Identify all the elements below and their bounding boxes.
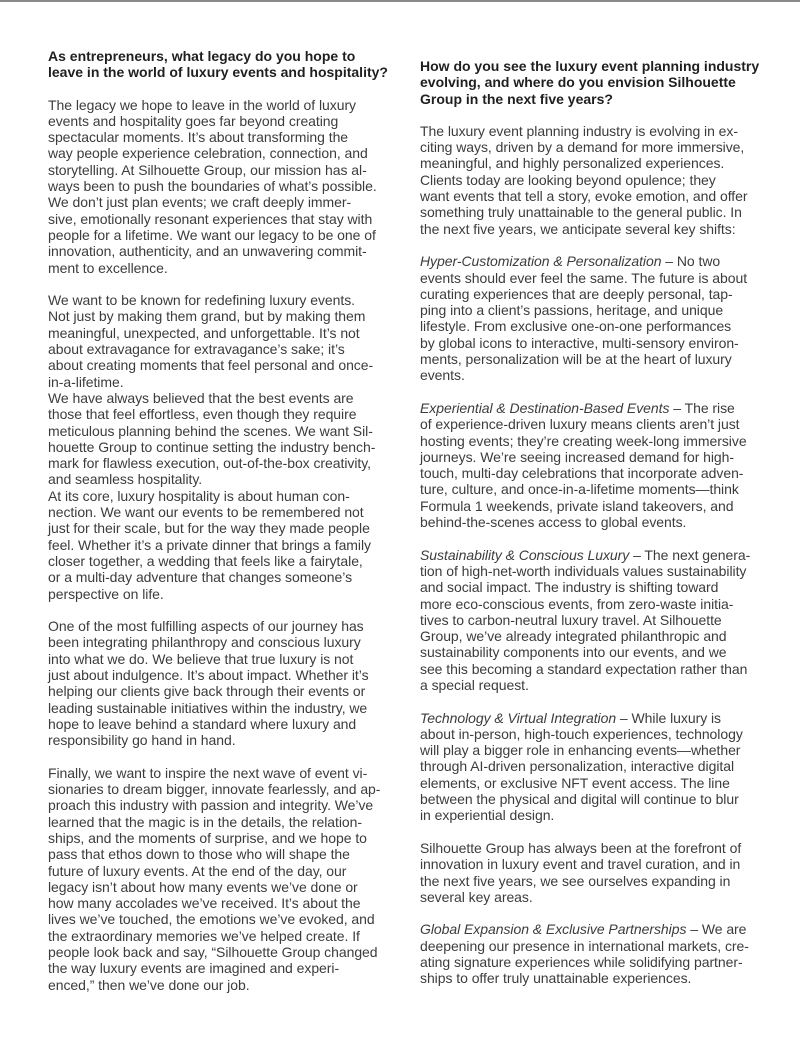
text-line: lifestyle. From exclusive one-on-one performances: [420, 318, 732, 335]
text-line: events.: [420, 367, 465, 384]
text-line: of experience-driven luxury means clients aren’t just: [420, 416, 740, 433]
topic-first-line: [420, 253, 780, 269]
text-line: about extravagance for extravagance’s sake; it’s: [48, 341, 345, 358]
text-line: ping into a client’s passions, heritage, and unique: [420, 302, 724, 319]
topic-first-line: [420, 710, 780, 726]
text-line: enced,” then we’ve done our job.: [48, 976, 250, 993]
text-line: people look back and say, “Silhouette Group changed: [48, 944, 378, 961]
text-line: Group, we’ve already integrated philanthropic and: [420, 628, 727, 645]
text-line: how many accolades we’ve received. It’s about the: [48, 895, 361, 912]
text-line: something truly unattainable to the general public. In: [420, 204, 742, 221]
text-line: sustainability components into our events, and we: [420, 644, 727, 661]
text-line: The luxury event planning industry is evolving in ex-: [420, 122, 738, 139]
text-line: meaningful, unexpected, and unforgettable. It’s not: [48, 324, 360, 341]
text-line: in experiential design.: [420, 807, 555, 824]
text-line: and seamless hospitality.: [48, 471, 203, 488]
text-line: ment to excellence.: [48, 259, 168, 276]
text-line: ture, culture, and once-in-a-lifetime moments—think: [420, 481, 739, 498]
outlook-paragraph: [420, 840, 780, 905]
question-line: evolving, and where do you envision Silhouette: [420, 74, 736, 91]
question-line: Group in the next five years?: [420, 90, 613, 107]
text-line: meticulous planning behind the scenes. We want Sil-: [48, 422, 373, 439]
intro-paragraph: [420, 123, 780, 237]
text-line: just about indulgence. It’s about impact. Whether it’s: [48, 666, 369, 683]
text-line: responsibility go hand in hand.: [48, 732, 236, 749]
topic-paragraph: [420, 253, 780, 383]
text-line: been integrating philanthropy and conscious luxury: [48, 634, 361, 651]
text-line: curating experiences that are deeply personal, tap-: [420, 285, 733, 302]
topic-lead-text: – The next genera-: [629, 546, 751, 563]
text-line: innovation in luxury event and travel curation, and in: [420, 856, 741, 873]
text-line: helping our clients give back through their events or: [48, 683, 366, 700]
text-line: Finally, we want to inspire the next wave of event vi-: [48, 764, 368, 781]
text-line: innovation, authenticity, and an unwavering commit-: [48, 243, 367, 260]
text-line: legacy isn’t about how many events we’ve done or: [48, 878, 358, 895]
text-line: or a multi-day adventure that changes someone’s: [48, 569, 353, 586]
text-line: between the physical and digital will continue to blur: [420, 791, 739, 808]
answer-paragraph: [48, 292, 398, 390]
text-line: see this becoming a standard expectation rather than: [420, 660, 748, 677]
text-line: future of luxury events. At the end of the day, our: [48, 862, 347, 879]
text-line: hosting events; they’re creating week-long immersive: [420, 432, 747, 449]
text-line: storytelling. At Silhouette Group, our mission has al-: [48, 161, 367, 178]
text-line: want events that tell a story, evoke emotion, and offer: [420, 188, 748, 205]
text-line: We have always believed that the best events are: [48, 389, 354, 406]
text-line: mark for flawless execution, out-of-the-box creativity,: [48, 455, 372, 472]
text-line: about creating moments that feel personal and once-: [48, 357, 374, 374]
text-line: sionaries to dream bigger, innovate fearlessly, and ap-: [48, 781, 381, 798]
text-line: closer together, a wedding that feels like a fairytale,: [48, 552, 363, 569]
text-line: ships, and the moments of surprise, and we hope to: [48, 829, 367, 846]
text-line: way people experience celebration, connection, and: [48, 145, 368, 162]
text-line: about in-person, high-touch experiences, technology: [420, 725, 743, 742]
left-column: [48, 48, 398, 993]
topic-paragraph: [420, 710, 780, 824]
text-line: Silhouette Group has always been at the forefront of: [420, 839, 742, 856]
text-line: ships to offer truly unattainable experiences.: [420, 970, 692, 987]
text-line: feel. Whether it’s a private dinner that brings a family: [48, 536, 371, 553]
text-line: the next five years, we anticipate several key shifts:: [420, 220, 736, 237]
right-column: [420, 48, 780, 987]
text-line: tion of high-net-worth individuals values sustainability: [420, 562, 747, 579]
text-line: We don’t just plan events; we craft deeply immer-: [48, 194, 352, 211]
text-line: Not just by making them grand, but by making them: [48, 308, 366, 325]
topic-title: Experiential & Destination-Based Events: [420, 399, 670, 416]
topic-lead-text: – While luxury is: [616, 709, 722, 726]
text-line: through AI-driven personalization, interactive digital: [420, 758, 735, 775]
topic-title: Technology & Virtual Integration: [420, 709, 617, 726]
question-industry-evolution: [420, 58, 780, 107]
text-line: meaningful, and highly personalized experiences.: [420, 155, 725, 172]
topic-paragraph: [420, 921, 780, 986]
answer-paragraph: [48, 390, 398, 488]
topic-lead-text: – We are: [686, 921, 747, 938]
text-line: events should ever feel the same. The future is about: [420, 269, 748, 286]
text-line: by global icons to interactive, multi-sensory environ-: [420, 334, 739, 351]
text-line: people for a lifetime. We want our legacy to be one of: [48, 226, 376, 243]
topic-lead-text: – The rise: [669, 399, 735, 416]
text-line: pass that ethos down to those who will shape the: [48, 846, 350, 863]
topic-title: Hyper-Customization & Personalization: [420, 253, 662, 270]
text-line: One of the most fulfilling aspects of our journey has: [48, 618, 364, 635]
text-line: proach this industry with passion and integrity. We’ve: [48, 797, 374, 814]
text-line: ating signature experiences while solidifying partner-: [420, 954, 743, 971]
topic-paragraph: [420, 547, 780, 694]
answer-paragraph: [48, 488, 398, 602]
text-line: and social impact. The industry is shifting toward: [420, 579, 719, 596]
text-line: behind-the-scenes access to global events.: [420, 514, 687, 531]
text-line: touch, multi-day celebrations that incorporate adven-: [420, 465, 744, 482]
text-line: citing ways, driven by a demand for more immersive,: [420, 139, 745, 156]
text-line: learned that the magic is in the details, the relation-: [48, 813, 362, 830]
question-line: How do you see the luxury event planning industry: [420, 58, 760, 74]
text-line: several key areas.: [420, 888, 533, 905]
topic-first-line: [420, 400, 780, 416]
text-line: ways been to push the boundaries of what’s possible.: [48, 178, 377, 195]
topic-first-line: [420, 921, 780, 937]
text-line: tives to carbon-neutral luxury travel. At Silhouette: [420, 611, 722, 628]
text-line: just for their scale, but for the way they made people: [48, 520, 370, 537]
topic-title: Global Expansion & Exclusive Partnerships: [420, 921, 687, 938]
question-legacy: [48, 48, 398, 81]
text-line: ments, personalization will be at the heart of luxury: [420, 351, 732, 368]
text-line: spectacular moments. It’s about transforming the: [48, 129, 349, 146]
text-line: into what we do. We believe that true luxury is not: [48, 650, 354, 667]
question-line: As entrepreneurs, what legacy do you hope to: [48, 48, 356, 64]
text-line: hope to leave behind a standard where luxury and: [48, 715, 357, 732]
text-line: the extraordinary memories we’ve helped create. If: [48, 927, 360, 944]
question-line: leave in the world of luxury events and hospitality?: [48, 64, 388, 81]
topic-paragraph: [420, 400, 780, 530]
text-line: leading sustainable initiatives within the industry, we: [48, 699, 368, 716]
text-line: the way luxury events are imagined and experi-: [48, 960, 340, 977]
text-line: The legacy we hope to leave in the world of luxury: [48, 96, 357, 113]
answer-paragraph: [48, 765, 398, 993]
text-line: more eco-conscious events, from zero-waste initia-: [420, 595, 734, 612]
text-line: those that feel effortless, even though they require: [48, 406, 357, 423]
text-line: the next five years, we see ourselves expanding in: [420, 872, 731, 889]
text-line: lives we’ve touched, the emotions we’ve evoked, and: [48, 911, 375, 928]
topic-lead-text: – No two: [661, 253, 721, 270]
text-line: Clients today are looking beyond opulence; they: [420, 171, 716, 188]
text-line: At its core, luxury hospitality is about human con-: [48, 487, 350, 504]
text-line: elements, or exclusive NFT event access. The line: [420, 774, 730, 791]
text-line: events and hospitality goes far beyond creating: [48, 112, 339, 129]
answer-paragraph: [48, 618, 398, 748]
text-line: Formula 1 weekends, private island takeovers, and: [420, 497, 734, 514]
text-line: journeys. We’re seeing increased demand for high-: [420, 448, 735, 465]
answer-paragraph: [48, 97, 398, 276]
text-line: will play a bigger role in enhancing events—whether: [420, 742, 741, 759]
text-line: perspective on life.: [48, 585, 164, 602]
text-line: a special request.: [420, 676, 529, 693]
topic-title: Sustainability & Conscious Luxury: [420, 546, 630, 563]
topic-first-line: [420, 547, 780, 563]
text-line: houette Group to continue setting the industry bench-: [48, 438, 376, 455]
text-line: We want to be known for redefining luxury events.: [48, 292, 356, 309]
text-line: nection. We want our events to be remembered not: [48, 504, 364, 521]
text-line: deepening our presence in international markets, cre-: [420, 937, 749, 954]
text-line: in-a-lifetime.: [48, 373, 124, 390]
text-line: sive, emotionally resonant experiences that stay with: [48, 210, 373, 227]
